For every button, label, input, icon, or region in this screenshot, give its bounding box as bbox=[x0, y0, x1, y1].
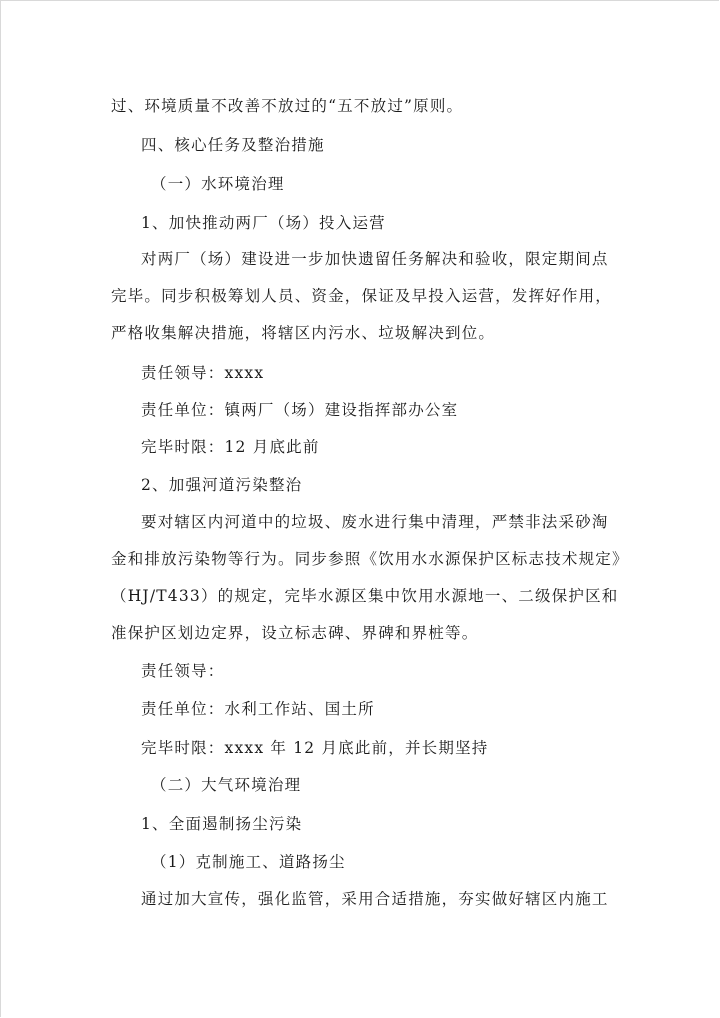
subsection-heading: （二）大气环境治理 bbox=[151, 776, 302, 794]
paragraph-line: 完毕。同步积极筹划人员、资金，保证及早投入运营，发挥好作用， bbox=[111, 287, 613, 305]
responsible-leader: 责任领导：xxxx bbox=[141, 364, 265, 382]
responsible-unit: 责任单位：镇两厂（场）建设指挥部办公室 bbox=[141, 401, 459, 419]
subsection-heading: （一）水环境治理 bbox=[151, 175, 285, 193]
paragraph-line: 金和排放污染物等行为。同步参照《饮用水水源保护区标志技术规定》 bbox=[111, 550, 629, 568]
item-heading: 1、全面遏制扬尘污染 bbox=[141, 815, 303, 833]
deadline: 完毕时限：xxxx 年 12 月底此前，并长期坚持 bbox=[141, 739, 489, 757]
paragraph-line: 要对辖区内河道中的垃圾、废水进行集中清理，严禁非法采砂淘 bbox=[141, 513, 609, 531]
responsible-leader: 责任领导： bbox=[141, 662, 225, 680]
paragraph-line: 对两厂（场）建设进一步加快遗留任务解决和验收，限定期间点 bbox=[141, 250, 609, 268]
paragraph-line: 严格收集解决措施，将辖区内污水、垃圾解决到位。 bbox=[111, 324, 496, 342]
section-heading: 四、核心任务及整治措施 bbox=[141, 136, 325, 154]
paragraph-line: 过、环境质量不改善不放过的“五不放过”原则。 bbox=[111, 97, 464, 115]
sub-item-heading: （1）克制施工、道路扬尘 bbox=[151, 853, 346, 871]
deadline: 完毕时限：12 月底此前 bbox=[141, 438, 320, 456]
paragraph-line: （HJ/T433）的规定，完毕水源区集中饮用水源地一、二级保护区和 bbox=[111, 587, 619, 605]
paragraph-line: 准保护区划边定界，设立标志碑、界碑和界桩等。 bbox=[111, 624, 479, 642]
paragraph-line: 通过加大宣传，强化监管，采用合适措施，夯实做好辖区内施工 bbox=[141, 890, 609, 908]
item-heading: 1、加快推动两厂（场）投入运营 bbox=[141, 214, 386, 232]
item-heading: 2、加强河道污染整治 bbox=[141, 476, 303, 494]
responsible-unit: 责任单位：水利工作站、国土所 bbox=[141, 700, 375, 718]
